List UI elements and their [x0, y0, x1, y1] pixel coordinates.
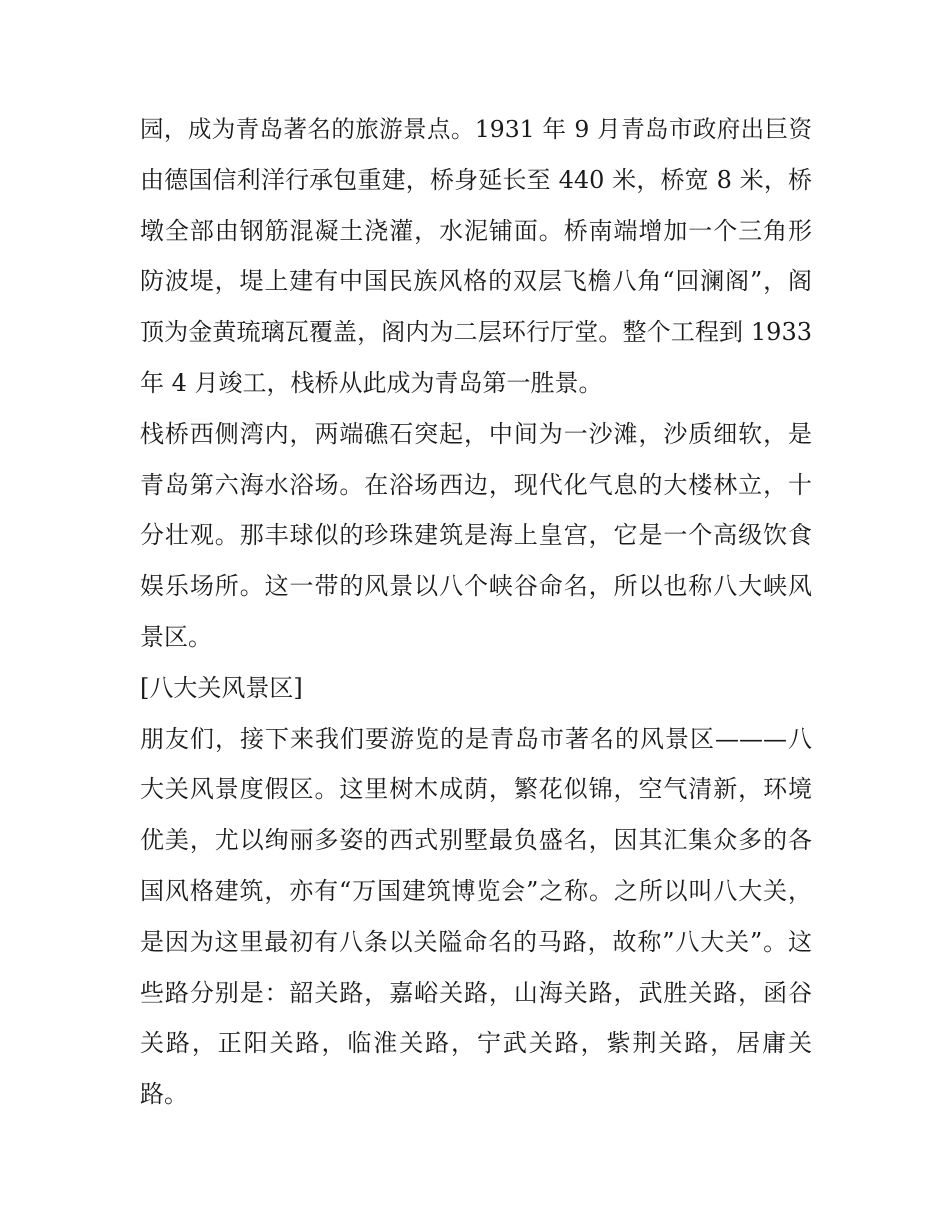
text-line: 景区。 [140, 622, 212, 651]
text-line: 栈桥西侧湾内，两端礁石突起，中间为一沙滩，沙质细软，是 [140, 419, 812, 448]
text-line: 优美，尤以绚丽多姿的西式别墅最负盛名，因其汇集众多的各 [140, 826, 812, 855]
text-line: 朋友们，接下来我们要游览的是青岛市著名的风景区———八 [140, 724, 812, 753]
text-line: 国风格建筑，亦有“万国建筑博览会”之称。之所以叫八大关， [140, 876, 812, 905]
text-line: 分壮观。那丰球似的珍珠建筑是海上皇宫，它是一个高级饮食 [140, 521, 812, 550]
text-line: 些路分别是：韶关路，嘉峪关路，山海关路，武胜关路，函谷 [140, 978, 812, 1007]
text-line: 顶为金黄琉璃瓦覆盖，阁内为二层环行厅堂。整个工程到 1933 [140, 318, 812, 347]
text-line: 年 4 月竣工，栈桥从此成为青岛第一胜景。 [140, 368, 603, 397]
text-line: 路。 [140, 1080, 188, 1109]
document-body [140, 104, 812, 1120]
text-line: 关路，正阳关路，临淮关路，宁武关路，紫荆关路，居庸关 [140, 1029, 812, 1058]
text-line: 娱乐场所。这一带的风景以八个峡谷命名，所以也称八大峡风 [140, 572, 812, 601]
text-line: 墩全部由钢筋混凝土浇灌，水泥铺面。桥南端增加一个三角形 [140, 216, 812, 245]
text-line: 防波堤，堤上建有中国民族风格的双层飞檐八角“回澜阁”，阁 [140, 267, 812, 296]
text-line: 青岛第六海水浴场。在浴场西边，现代化气息的大楼林立，十 [140, 470, 812, 499]
text-line: 园，成为青岛著名的旅游景点。1931 年 9 月青岛市政府出巨资 [140, 115, 812, 143]
section-heading: [八大关风景区] [140, 673, 303, 702]
text-line: 由德国信利洋行承包重建，桥身延长至 440 米，桥宽 8 米，桥 [140, 165, 812, 194]
text-line: 是因为这里最初有八条以关隘命名的马路，故称”八大关”。这 [140, 927, 812, 956]
text-line: 大关风景度假区。这里树木成荫，繁花似锦，空气清新，环境 [140, 775, 812, 804]
